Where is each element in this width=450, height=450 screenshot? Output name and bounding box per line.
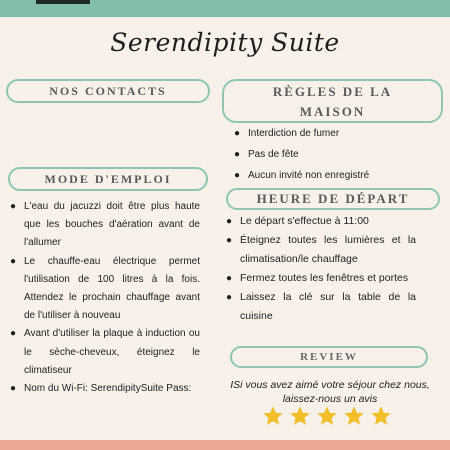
house-rules-heading bbox=[222, 79, 443, 123]
bullet-icon: ● bbox=[10, 201, 17, 212]
bullet-icon: ● bbox=[234, 128, 241, 139]
list-item bbox=[232, 144, 437, 165]
star-icon bbox=[289, 405, 311, 427]
list-item-text: Laissez la clé sur la table de la cuisine bbox=[240, 291, 416, 322]
review-text: ISi vous avez aimé votre séjour chez nous, laissez-nous un avis bbox=[230, 379, 430, 405]
house-rules-heading-line2: MAISON bbox=[299, 104, 366, 119]
bullet-icon: ● bbox=[234, 170, 241, 181]
star-icon bbox=[343, 405, 365, 427]
list-item bbox=[224, 269, 416, 288]
list-item-text: Éteignez toutes les lumières et la climatisation/le chauffage bbox=[240, 234, 416, 265]
list-item-text: Pas de fête bbox=[248, 149, 299, 160]
list-item-text: Fermez toutes les fenêtres et portes bbox=[240, 272, 409, 284]
star-icon bbox=[316, 405, 338, 427]
bottom-band bbox=[0, 440, 450, 450]
list-item bbox=[8, 198, 200, 253]
list-item bbox=[8, 325, 200, 380]
bullet-icon: ● bbox=[234, 149, 241, 160]
list-item bbox=[224, 288, 416, 326]
list-item-text: L'eau du jacuzzi doit être plus haute que les bouches d'aération avant de l'allumer bbox=[24, 201, 200, 249]
bullet-icon: ● bbox=[226, 216, 233, 227]
bullet-icon: ● bbox=[10, 383, 17, 395]
instructions-list bbox=[8, 198, 200, 398]
instructions-heading bbox=[8, 167, 208, 191]
house-rules-list bbox=[232, 123, 437, 186]
list-item-text: Avant d'utiliser la plaque à induction ou le sèche-cheveux, éteignez le climatiseur bbox=[24, 328, 200, 376]
house-rules-heading-line1: RÈGLES DE LA bbox=[272, 84, 393, 99]
top-dark-tab bbox=[36, 0, 90, 4]
list-item-text: Aucun invité non enregistré bbox=[248, 170, 370, 181]
bullet-icon: ● bbox=[10, 328, 17, 340]
instructions-heading-label: MODE D'EMPLOI bbox=[44, 172, 172, 186]
list-item-text: Le chauffe-eau électrique permet l'utilisation de 100 litres à la fois. Attendez le prochain chauffage avant de l'utiliser à nouveau bbox=[24, 255, 200, 322]
star-icon bbox=[370, 405, 392, 427]
list-item bbox=[224, 212, 416, 231]
list-item bbox=[8, 380, 200, 398]
list-item-text: Interdiction de fumer bbox=[248, 128, 340, 139]
list-item bbox=[232, 165, 437, 186]
review-heading-label: REVIEW bbox=[300, 351, 358, 363]
bullet-icon: ● bbox=[226, 292, 233, 303]
checkout-heading bbox=[226, 188, 440, 210]
list-item-text: Le départ s'effectue à 11:00 bbox=[240, 215, 369, 227]
contacts-heading-label: NOS CONTACTS bbox=[49, 84, 167, 98]
page-title: Serendipity Suite bbox=[110, 28, 340, 57]
contacts-heading bbox=[6, 79, 210, 103]
list-item-text: Nom du Wi-Fi: SerendipitySuite Pass: bbox=[24, 383, 192, 395]
list-item bbox=[224, 231, 416, 269]
list-item bbox=[8, 253, 200, 326]
list-item bbox=[232, 123, 437, 144]
checkout-heading-label: HEURE DE DÉPART bbox=[256, 191, 410, 206]
rating-stars bbox=[262, 405, 392, 429]
review-heading bbox=[230, 346, 428, 368]
star-icon bbox=[262, 405, 284, 427]
bullet-icon: ● bbox=[10, 255, 17, 267]
bullet-icon: ● bbox=[226, 235, 233, 246]
bullet-icon: ● bbox=[226, 273, 233, 284]
checkout-list bbox=[224, 212, 416, 326]
